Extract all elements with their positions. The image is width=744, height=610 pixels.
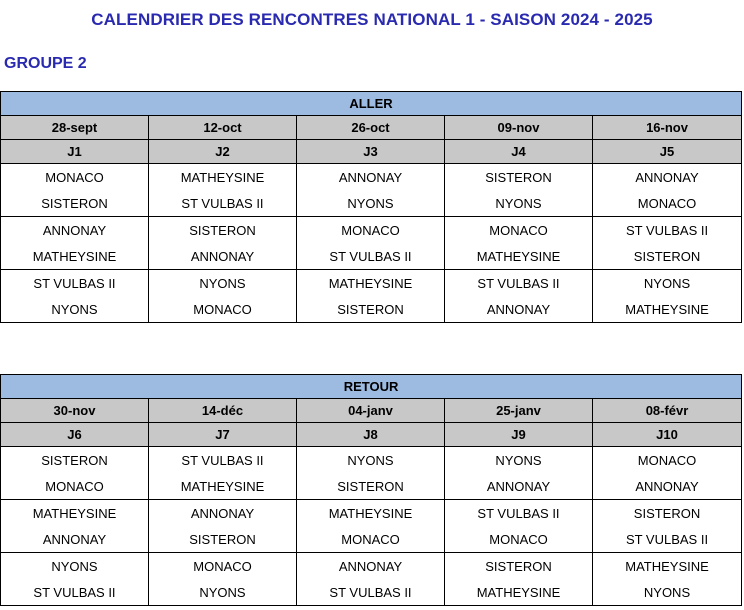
home-team-cell: NYONS xyxy=(445,447,593,474)
date-cell: 16-nov xyxy=(593,116,742,140)
match-away-row xyxy=(1,579,742,606)
date-cell: 08-févr xyxy=(593,399,742,423)
away-team-cell: NYONS xyxy=(149,579,297,606)
away-team-cell: MATHEYSINE xyxy=(445,243,593,270)
away-team-cell: MONACO xyxy=(593,190,742,217)
dates-row xyxy=(1,116,742,140)
away-team-cell: MATHEYSINE xyxy=(445,579,593,606)
date-cell: 09-nov xyxy=(445,116,593,140)
away-team-cell: ANNONAY xyxy=(149,243,297,270)
away-team-cell: NYONS xyxy=(445,190,593,217)
phase-label: ALLER xyxy=(1,92,742,116)
match-home-row xyxy=(1,217,742,244)
away-team-cell: SISTERON xyxy=(149,526,297,553)
home-team-cell: MONACO xyxy=(297,217,445,244)
away-team-cell: NYONS xyxy=(593,579,742,606)
home-team-cell: MATHEYSINE xyxy=(1,500,149,527)
home-team-cell: NYONS xyxy=(149,270,297,297)
home-team-cell: SISTERON xyxy=(445,553,593,580)
matchday-cell: J10 xyxy=(593,423,742,447)
away-team-cell: SISTERON xyxy=(297,296,445,323)
home-team-cell: ANNONAY xyxy=(1,217,149,244)
away-team-cell: MONACO xyxy=(149,296,297,323)
aller-schedule-table xyxy=(0,91,742,323)
away-team-cell: ST VULBAS II xyxy=(1,579,149,606)
matchday-cell: J5 xyxy=(593,140,742,164)
phase-header-row xyxy=(1,375,742,399)
away-team-cell: ST VULBAS II xyxy=(593,526,742,553)
home-team-cell: MONACO xyxy=(149,553,297,580)
match-away-row xyxy=(1,296,742,323)
home-team-cell: ST VULBAS II xyxy=(1,270,149,297)
home-team-cell: ANNONAY xyxy=(297,164,445,191)
retour-schedule-table xyxy=(0,374,742,606)
home-team-cell: ST VULBAS II xyxy=(445,270,593,297)
matchday-cell: J8 xyxy=(297,423,445,447)
home-team-cell: ST VULBAS II xyxy=(593,217,742,244)
away-team-cell: ST VULBAS II xyxy=(149,190,297,217)
date-cell: 12-oct xyxy=(149,116,297,140)
matchday-cell: J2 xyxy=(149,140,297,164)
away-team-cell: ANNONAY xyxy=(1,526,149,553)
home-team-cell: MONACO xyxy=(445,217,593,244)
matchday-row xyxy=(1,423,742,447)
date-cell: 26-oct xyxy=(297,116,445,140)
home-team-cell: NYONS xyxy=(593,270,742,297)
date-cell: 28-sept xyxy=(1,116,149,140)
home-team-cell: NYONS xyxy=(297,447,445,474)
home-team-cell: NYONS xyxy=(1,553,149,580)
matchday-cell: J4 xyxy=(445,140,593,164)
phase-header-row xyxy=(1,92,742,116)
away-team-cell: SISTERON xyxy=(593,243,742,270)
match-home-row xyxy=(1,270,742,297)
home-team-cell: SISTERON xyxy=(149,217,297,244)
home-team-cell: MONACO xyxy=(1,164,149,191)
matchday-cell: J1 xyxy=(1,140,149,164)
away-team-cell: ANNONAY xyxy=(445,473,593,500)
away-team-cell: ANNONAY xyxy=(593,473,742,500)
match-home-row xyxy=(1,553,742,580)
home-team-cell: ANNONAY xyxy=(297,553,445,580)
away-team-cell: MONACO xyxy=(445,526,593,553)
match-away-row xyxy=(1,473,742,500)
match-away-row xyxy=(1,526,742,553)
home-team-cell: MATHEYSINE xyxy=(149,164,297,191)
away-team-cell: MATHEYSINE xyxy=(593,296,742,323)
group-heading: GROUPE 2 xyxy=(4,55,87,72)
away-team-cell: NYONS xyxy=(297,190,445,217)
match-home-row xyxy=(1,164,742,191)
away-team-cell: ST VULBAS II xyxy=(297,579,445,606)
matchday-cell: J7 xyxy=(149,423,297,447)
away-team-cell: NYONS xyxy=(1,296,149,323)
matchday-row xyxy=(1,140,742,164)
away-team-cell: ANNONAY xyxy=(445,296,593,323)
matchday-cell: J6 xyxy=(1,423,149,447)
home-team-cell: ANNONAY xyxy=(149,500,297,527)
date-cell: 25-janv xyxy=(445,399,593,423)
away-team-cell: MATHEYSINE xyxy=(1,243,149,270)
match-away-row xyxy=(1,243,742,270)
matchday-cell: J3 xyxy=(297,140,445,164)
home-team-cell: MATHEYSINE xyxy=(297,270,445,297)
home-team-cell: SISTERON xyxy=(593,500,742,527)
date-cell: 30-nov xyxy=(1,399,149,423)
away-team-cell: SISTERON xyxy=(1,190,149,217)
phase-label: RETOUR xyxy=(1,375,742,399)
home-team-cell: ST VULBAS II xyxy=(149,447,297,474)
match-home-row xyxy=(1,500,742,527)
away-team-cell: MONACO xyxy=(297,526,445,553)
away-team-cell: MATHEYSINE xyxy=(149,473,297,500)
home-team-cell: SISTERON xyxy=(1,447,149,474)
home-team-cell: ST VULBAS II xyxy=(445,500,593,527)
away-team-cell: MONACO xyxy=(1,473,149,500)
date-cell: 14-déc xyxy=(149,399,297,423)
home-team-cell: MATHEYSINE xyxy=(297,500,445,527)
match-away-row xyxy=(1,190,742,217)
home-team-cell: ANNONAY xyxy=(593,164,742,191)
date-cell: 04-janv xyxy=(297,399,445,423)
home-team-cell: MONACO xyxy=(593,447,742,474)
page-title: CALENDRIER DES RENCONTRES NATIONAL 1 - SAISON 2024 - 2025 xyxy=(91,10,653,29)
match-home-row xyxy=(1,447,742,474)
away-team-cell: ST VULBAS II xyxy=(297,243,445,270)
matchday-cell: J9 xyxy=(445,423,593,447)
home-team-cell: SISTERON xyxy=(445,164,593,191)
dates-row xyxy=(1,399,742,423)
away-team-cell: SISTERON xyxy=(297,473,445,500)
home-team-cell: MATHEYSINE xyxy=(593,553,742,580)
